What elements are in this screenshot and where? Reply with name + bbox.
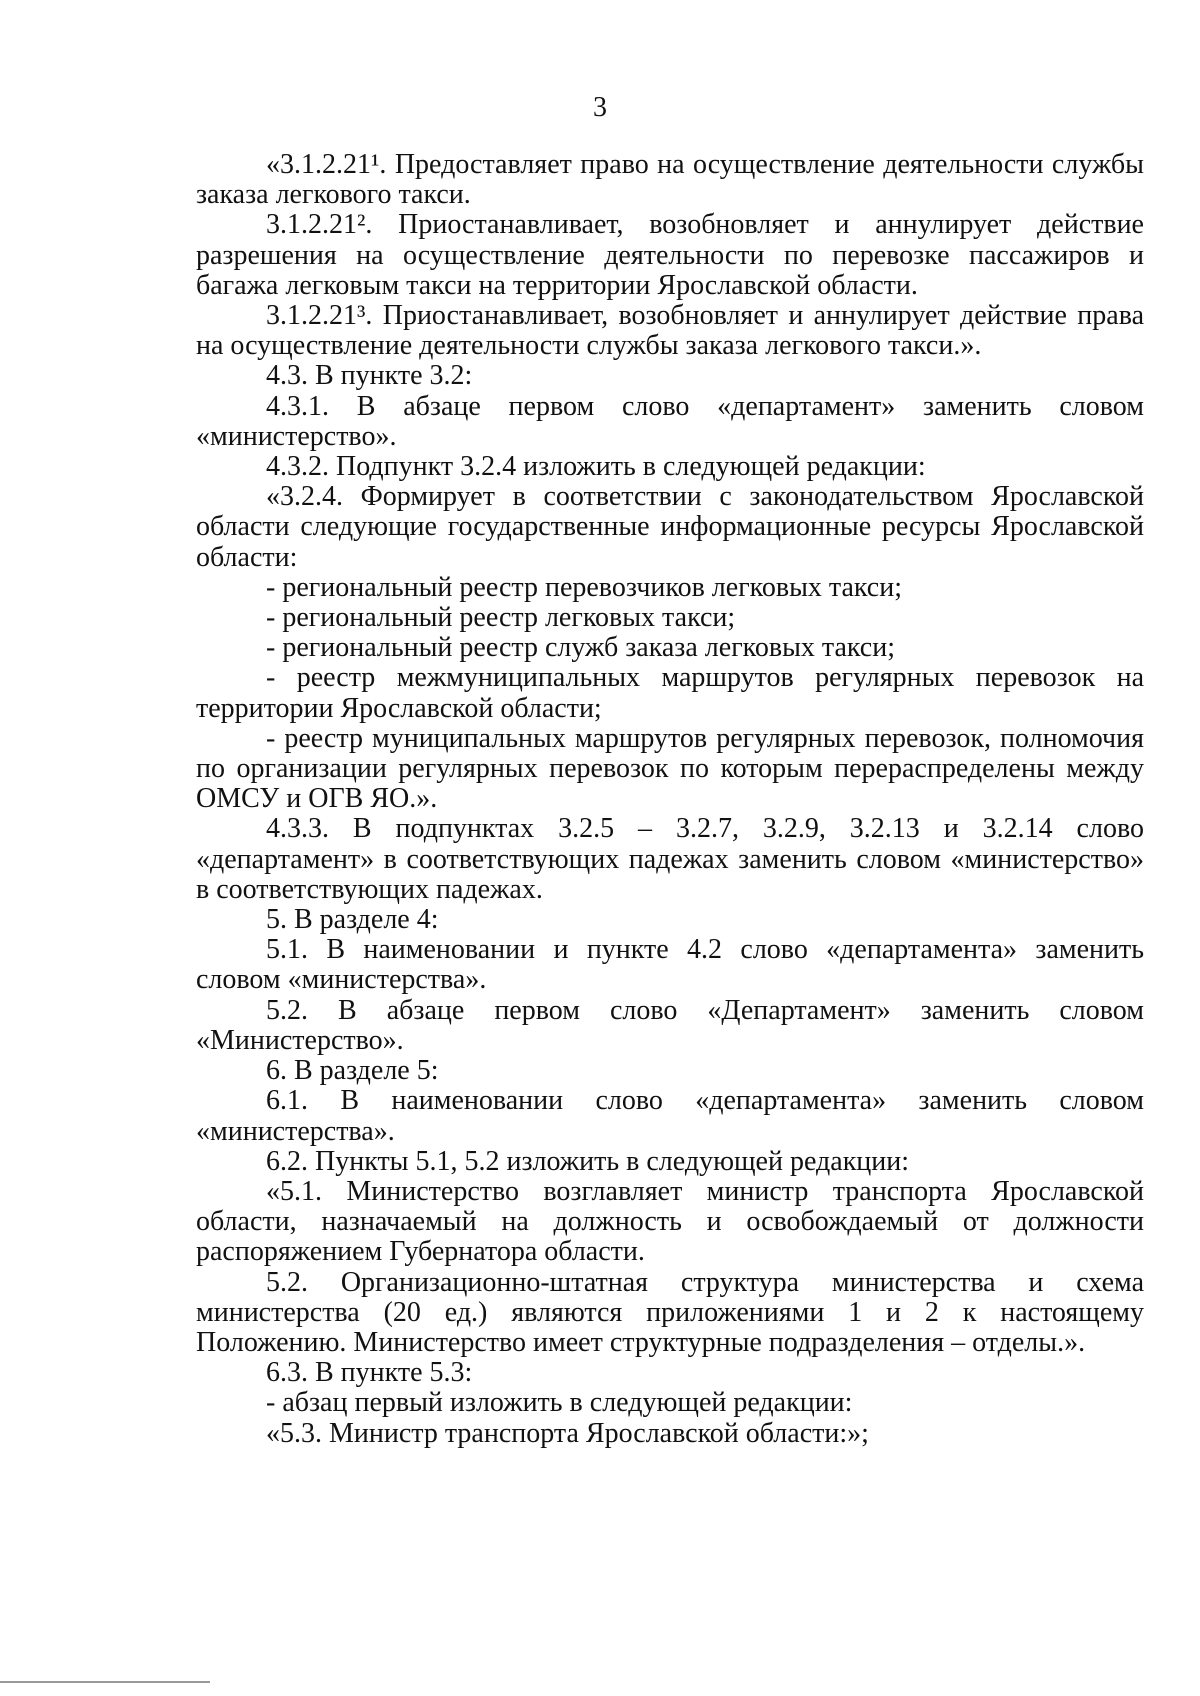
- paragraph: 6.2. Пункты 5.1, 5.2 изложить в следующей редакции:: [266, 1145, 910, 1177]
- list-item: - региональный реестр легковых такси;: [266, 602, 736, 634]
- paragraph: 4.3.1. В абзаце первом слово «департамент» заменить словом «министерство».: [196, 390, 1144, 452]
- paragraph: «5.3. Министр транспорта Ярославской области:»;: [266, 1417, 869, 1449]
- paragraph: 5.1. В наименовании и пункте 4.2 слово «департамента» заменить словом «министерства».: [196, 934, 1144, 996]
- document-body: [196, 150, 1144, 1449]
- paragraph: 4.3.2. Подпункт 3.2.4 изложить в следующей редакции:: [266, 451, 926, 483]
- list-item: - реестр межмуниципальных маршрутов регулярных перевозок на территории Ярославской области;: [196, 662, 1144, 724]
- paragraph: 6.1. В наименовании слово «департамента» заменить словом «министерства».: [196, 1085, 1144, 1147]
- paragraph: 4.3.3. В подпунктах 3.2.5 – 3.2.7, 3.2.9, 3.2.13 и 3.2.14 слово «департамент» в соответствующих падежах заменить словом «министерство» в соответствующих падежах.: [196, 813, 1144, 905]
- scan-edge-line: [0, 1681, 210, 1683]
- list-item: - региональный реестр служб заказа легковых такси;: [266, 632, 896, 664]
- page-number: 3: [593, 92, 607, 123]
- paragraph: «3.2.4. Формирует в соответствии с законодательством Ярославской области следующие государственные информационные ресурсы Ярославской области:: [196, 481, 1144, 573]
- paragraph: 5. В разделе 4:: [266, 904, 439, 936]
- paragraph: 3.1.2.21³. Приостанавливает, возобновляет и аннулирует действие права на осуществление деятельности службы заказа легкового такси.».: [196, 300, 1144, 362]
- paragraph: 6. В разделе 5:: [266, 1055, 439, 1087]
- paragraph: 5.2. Организационно-штатная структура министерства и схема министерства (20 ед.) являются приложениями 1 и 2 к настоящему Положению. Министерство имеет структурные подразделения – отделы.».: [196, 1266, 1144, 1358]
- paragraph: «5.1. Министерство возглавляет министр транспорта Ярославской области, назначаемый на должность и освобождаемый от должности распоряжением Губернатора области.: [196, 1175, 1144, 1268]
- paragraph: «3.1.2.21¹. Предоставляет право на осуществление деятельности службы заказа легкового такси.: [196, 149, 1144, 211]
- list-item: - абзац первый изложить в следующей редакции:: [266, 1387, 853, 1419]
- paragraph: 4.3. В пункте 3.2:: [266, 360, 473, 392]
- list-item: - реестр муниципальных маршрутов регулярных перевозок, полномочия по организации регулярных перевозок по которым перераспределены между ОМСУ и ОГВ ЯО.».: [196, 722, 1144, 815]
- paragraph: 3.1.2.21². Приостанавливает, возобновляет и аннулирует действие разрешения на осуществление деятельности по перевозке пассажиров и багажа легковым такси на территории Ярославской области.: [196, 209, 1144, 301]
- paragraph: 6.3. В пункте 5.3:: [266, 1357, 473, 1389]
- list-item: - региональный реестр перевозчиков легковых такси;: [266, 571, 903, 603]
- paragraph: 5.2. В абзаце первом слово «Департамент» заменить словом «Министерство».: [196, 994, 1144, 1056]
